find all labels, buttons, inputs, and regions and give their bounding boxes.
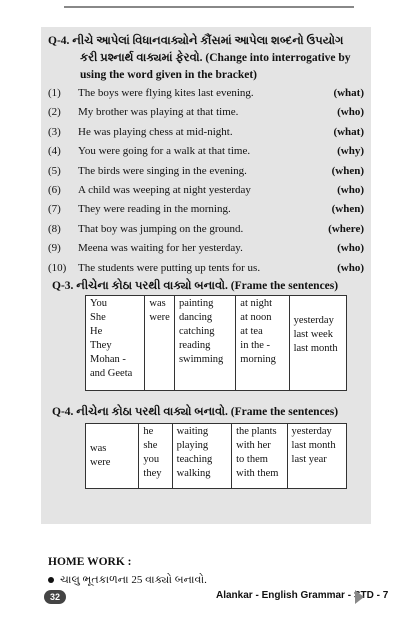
table-cell-text: yesterday (293, 314, 334, 326)
table-cell-text: she (143, 440, 158, 451)
q3-table (85, 295, 347, 391)
page-number-badge: 32 (44, 590, 66, 604)
q3-verb-cell (145, 296, 175, 391)
question-text: You were going for a walk at that time. (78, 145, 251, 158)
question-keyword: (why) (337, 145, 364, 158)
table-cell-text: teaching (176, 454, 213, 465)
question-text: The students were putting up tents for us. (78, 261, 261, 274)
table-cell-text: She (90, 312, 106, 323)
question-text: He was playing chess at mid-night. (78, 125, 233, 138)
q3-time-cell (236, 296, 289, 391)
q4b-verb-cell (86, 424, 139, 489)
q4-heading-line2: કરી પ્રશ્નાર્થ વાક્યમાં ફેરવો. (Change into interrogative by (80, 52, 351, 64)
table-cell-text: to them (236, 454, 268, 465)
question-row (48, 181, 364, 199)
bullet-icon (48, 577, 54, 583)
q4b-object-cell (232, 424, 287, 489)
table-cell-text: last year (291, 454, 327, 465)
table-cell-text: they (143, 468, 162, 479)
question-number: (5) (48, 164, 61, 177)
question-text: The boys were flying kites last evening. (78, 87, 254, 99)
question-row (48, 162, 364, 180)
question-text: That boy was jumping on the ground. (78, 222, 244, 235)
footer-title: Alankar - English Grammar - STD - 7 (213, 590, 391, 601)
table-cell-text: dancing (178, 312, 213, 323)
question-text: Meena was waiting for her yesterday. (78, 242, 243, 255)
table-cell-text: Mohan - (90, 354, 126, 365)
table-cell-text: You (90, 298, 108, 309)
table-cell-text: catching (178, 326, 215, 337)
table-cell-text: the plants (236, 426, 277, 437)
question-number: (3) (48, 125, 61, 138)
question-keyword: (where) (328, 222, 364, 235)
table-cell-text: were (90, 457, 111, 468)
question-number: (7) (48, 203, 61, 216)
table-cell-text: were (149, 312, 170, 323)
table-cell-text: was (90, 443, 107, 454)
table-cell-text: with her (236, 440, 271, 451)
table-cell-text: playing (176, 440, 209, 451)
q3-when-cell (289, 296, 346, 391)
q3-subject-cell (86, 296, 145, 391)
table-cell-text: last month (293, 342, 338, 354)
question-keyword: (who) (337, 261, 364, 274)
question-row (48, 103, 364, 121)
question-number: (4) (48, 145, 61, 158)
question-keyword: (who) (337, 242, 364, 255)
question-number: (6) (48, 184, 61, 196)
table-cell-text: you (143, 454, 160, 465)
question-keyword: (who) (337, 184, 364, 196)
q4b-when-cell (287, 424, 346, 489)
table-cell-text: at noon (240, 312, 272, 323)
table-cell-text: last month (291, 440, 336, 451)
question-row (48, 200, 364, 218)
question-row (48, 239, 364, 257)
footer-rule (64, 6, 354, 8)
question-keyword: (when) (331, 164, 364, 177)
question-keyword: (when) (331, 203, 364, 216)
table-cell-text: They (90, 340, 112, 351)
homework-title: HOME WORK : (48, 556, 132, 568)
table-cell-text: yesterday (291, 426, 332, 437)
question-keyword: (what) (333, 87, 364, 99)
question-text: My brother was playing at that time. (78, 106, 239, 119)
question-keyword: (what) (333, 125, 364, 138)
table-cell-text: last week (293, 328, 333, 340)
question-text: A child was weeping at night yesterday (78, 184, 251, 196)
table-cell-text: in the - (240, 340, 271, 351)
q3-action-cell (174, 296, 235, 391)
question-number: (2) (48, 106, 61, 119)
question-row (48, 123, 364, 141)
homework-item-text: ચાલુ ભૂતકાળના 25 વાક્યો બનાવો. (60, 574, 207, 586)
question-row (48, 220, 364, 238)
table-cell-text: He (90, 326, 103, 337)
table-cell-text: waiting (176, 426, 209, 437)
table-cell-text: painting (178, 298, 214, 309)
table-cell-text: and Geeta (90, 368, 133, 379)
question-row (48, 259, 364, 277)
question-number: (9) (48, 242, 61, 255)
q4-heading-line1: Q-4. નીચે આપેલાં વિધાનવાક્યોને કૌંસમાં આપેલા શબ્દનો ઉપયોગ (48, 35, 344, 47)
q4b-table (85, 423, 347, 489)
q4b-heading: Q-4. નીચેના કોઠા પરથી વાક્યો બનાવો. (Frame the sentences) (52, 406, 339, 418)
table-cell-text: walking (176, 468, 211, 479)
table-cell-text: he (143, 426, 154, 437)
question-text: The birds were singing in the evening. (78, 164, 247, 177)
table-cell-text: morning (240, 354, 276, 365)
question-row (48, 84, 364, 102)
q4-heading-line3: using the word given in the bracket) (80, 69, 257, 81)
q4b-subject-cell (139, 424, 172, 489)
table-cell-text: at night (240, 298, 273, 309)
question-text: They were reading in the morning. (78, 203, 231, 216)
q4b-action-cell (172, 424, 231, 489)
table-cell-text: was (149, 298, 166, 309)
footer-arrow-icon (355, 590, 364, 604)
question-row (48, 142, 364, 160)
q3-heading: Q-3. નીચેના કોઠા પરથી વાક્યો બનાવો. (Frame the sentences) (52, 280, 339, 292)
q4-heading (48, 33, 351, 84)
question-keyword: (who) (337, 106, 364, 119)
table-cell-text: swimming (178, 354, 224, 365)
question-number: (10) (48, 261, 67, 274)
table-cell-text: reading (178, 340, 211, 351)
table-cell-text: at tea (240, 326, 263, 337)
question-number: (8) (48, 222, 61, 235)
table-cell-text: with them (236, 468, 279, 479)
question-number: (1) (48, 87, 61, 99)
homework-item (48, 574, 207, 587)
